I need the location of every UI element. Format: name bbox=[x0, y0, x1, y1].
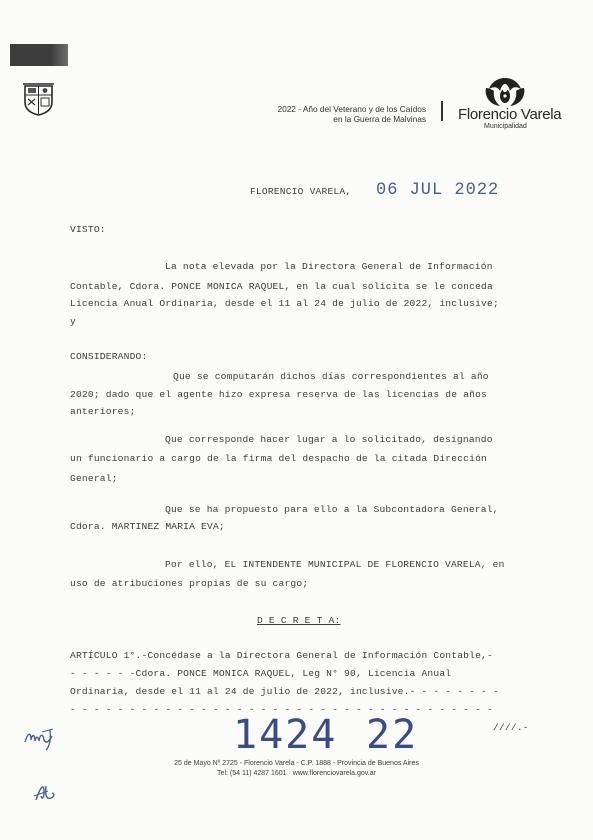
place-label: FLORENCIO VARELA, bbox=[250, 186, 352, 197]
decree-number: 1424 bbox=[233, 712, 338, 758]
date-stamp: 06 JUL 2022 bbox=[376, 180, 500, 201]
motto-line-2: en la Guerra de Malvinas bbox=[333, 114, 426, 124]
motto-line-1: 2022 - Año del Veterano y de los Caídos bbox=[277, 104, 426, 114]
scan-mark bbox=[10, 44, 68, 66]
handwritten-initials-icon bbox=[22, 724, 58, 752]
p3-line-2: un funcionario a cargo de la firma del despacho de la citada Dirección bbox=[70, 453, 488, 464]
article-1-line-1: ARTÍCULO 1°.-Concédase a la Directora General de Información Contable,- bbox=[70, 650, 493, 661]
p4-line-1: Que se ha propuesto para ello a la Subcontadora General, bbox=[165, 504, 499, 515]
continues-mark: ////.- bbox=[493, 722, 529, 733]
p2-line-3: anteriores; bbox=[70, 406, 136, 417]
p1-line-2: Contable, Cdora. PONCE MONICA RAQUEL, en la cual solicita se le conceda bbox=[70, 281, 493, 292]
handwritten-signature-icon bbox=[32, 776, 60, 804]
footer-contact: Tel: (54 11) 4287 1601 · www.florenciovarela.gov.ar bbox=[217, 770, 376, 777]
decreta-heading: D E C R E T A: bbox=[257, 615, 341, 626]
p1-line-4: y bbox=[70, 316, 76, 327]
p2-line-1: Que se computarán dichos días correspondientes al año bbox=[173, 371, 489, 382]
florencio-varela-logo-icon bbox=[482, 76, 528, 108]
decree-year: 22 bbox=[366, 712, 419, 758]
p5-line-2: uso de atribuciones propias de su cargo; bbox=[70, 578, 309, 589]
visto-heading: VISTO: bbox=[70, 224, 106, 235]
p4-line-2: Cdora. MARTINEZ MARIA EVA; bbox=[70, 521, 225, 532]
p3-line-3: General; bbox=[70, 473, 118, 484]
considerando-heading: CONSIDERANDO: bbox=[70, 351, 148, 362]
article-1-line-3: Ordinaria, desde el 11 al 24 de julio de 2022, inclusive.- - - - - - - - bbox=[70, 686, 499, 697]
p3-line-1: Que corresponde hacer lugar a lo solicitado, designando bbox=[165, 434, 493, 445]
footer-address: 25 de Mayo Nº 2725 - Florencio Varela - C.P. 1888 - Provincia de Buenos Aires bbox=[174, 760, 419, 767]
p2-line-2: 2020; dado que el agente hizo expresa reserva de las licencias de años bbox=[70, 389, 488, 400]
brand-subtitle: Municipalidad bbox=[484, 123, 527, 130]
header-divider bbox=[441, 101, 443, 121]
article-1-line-4: - - - - - - - - - - - - - - - - - - - - - - - - - - - - - - - - - - - - bbox=[70, 704, 493, 715]
p1-line-1: La nota elevada por la Directora General de Información bbox=[165, 261, 493, 272]
brand-name: Florencio Varela bbox=[458, 106, 562, 123]
article-1-line-2: - - - - - -Cdora. PONCE MONICA RAQUEL, Leg N° 90, Licencia Anual bbox=[70, 668, 452, 679]
municipal-crest-icon bbox=[22, 83, 55, 116]
p1-line-3: Licencia Anual Ordinaria, desde el 11 al 24 de julio de 2022, inclusive; bbox=[70, 298, 499, 309]
year-motto bbox=[248, 104, 426, 124]
p5-line-1: Por ello, EL INTENDENTE MUNICIPAL DE FLORENCIO VARELA, en bbox=[165, 559, 505, 570]
